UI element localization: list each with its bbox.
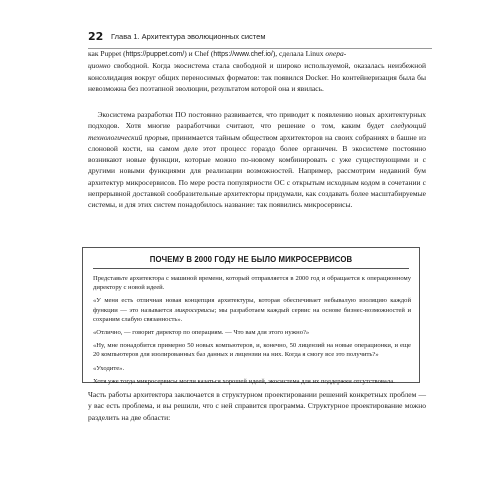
sidebar-box (82, 247, 420, 383)
sidebar-paragraph: «У меня есть отличная новая концепция архитектуры, которая обеспечивает небывалую изоляцию каждой функции — это называется микросервисы; мы разработаем каждый сервис на основе бизнес-возможностей и сохраним слабую связанность». (93, 297, 411, 323)
emphasis-next-breakthrough: следующий технологический прорыв (88, 121, 426, 142)
sidebar-title: ПОЧЕМУ В 2000 ГОДУ НЕ БЫЛО МИКРОСЕРВИСОВ (149, 255, 353, 264)
paragraph-3: Часть работы архитектора заключается в структурном проектировании решений конкретных проблем — у вас есть проблема, и вы решили, что с ней справится программа. Структурное проектирование можно разделить на две области: (88, 390, 426, 422)
sidebar-paragraph: Представьте архитектора с машиной времени, который отправляется в 2000 год и обращается к операционному директору с новой идеей. (93, 275, 411, 292)
chapter-title: Глава 1. Архитектура эволюционных систем (111, 32, 266, 41)
running-header (88, 30, 432, 44)
sidebar-paragraph: Хотя уже тогда микросервисы могли казаться хорошей идеей, экосистема для их поддержки отсутствовала. (93, 377, 395, 385)
sidebar-paragraph: «Отлично, — говорит директор по операциям. — Что вам для этого нужно?» (93, 329, 310, 337)
link-chef: https://www.chef.io/ (213, 51, 273, 58)
page-number: 22 (88, 30, 104, 43)
link-puppet: https://puppet.com/ (125, 51, 185, 58)
paragraph-2: Экосистема разработки ПО постоянно развивается, что приводит к появлению новых архитектурных подходов. Хотя многие разработчики считают, что решение о том, каким будет следующий технологический прорыв, принимается тайным обществом архитекторов на своих собраниях в башне из слоновой кости, на самом деле этот процесс гораздо более органичен. В экосистеме постоянно возникают новые функции, которые можно по-новому комбинировать с уже существующими и с другими новыми функциями для реализации возможностей. Например, рассмотрим недавний бум архитектур микросервисов. По мере роста популярности ОС с открытым исходным кодом в сочетании с непрерывной доставкой сообразительные архитекторы придумали, как создавать более масштабируемые системы, и для этих систем понадобилось название: так появились микросервисы. (88, 110, 426, 210)
sidebar-body (93, 274, 411, 390)
sidebar-rule (93, 268, 409, 269)
sidebar-paragraph: «Уходите». (93, 364, 125, 372)
paragraph-1: как Puppet (https://puppet.com/) и Chef (https://www.chef.io/), сделала Linux опера- ционно свободной. Когда экосистема стала свободной и широко используемой, оказалась неизбежной консолидация вокруг общих переносимых форматов: так появился Docker. Но контейнеризация была бы невозможна без поэтапной эволюции, результатом которой она и явилась. (88, 49, 426, 93)
sidebar-paragraph: «Ну, мне понадобится примерно 50 новых компьютеров, и, конечно, 50 лицензий на новые операционки, и еще 20 компьютеров для изолированных баз данных и лицензии на них. Когда я смогу все это получить?» (93, 342, 411, 359)
